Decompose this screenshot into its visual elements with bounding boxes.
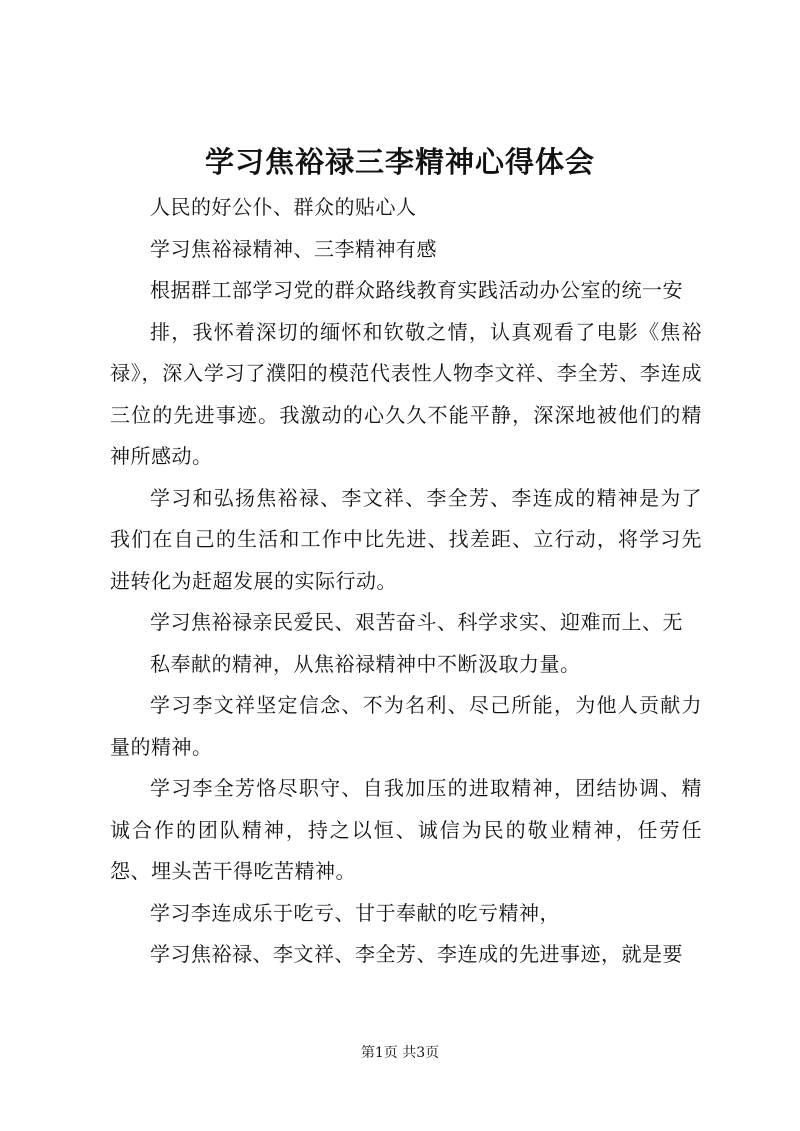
paragraph: 学习焦裕禄亲民爱民、艰苦奋斗、科学求实、迎难而上、无 [150,610,683,634]
paragraph: 学习李文祥坚定信念、不为名利、尽己所能，为他人贡献力量的精神。 [110,693,702,759]
document-body [110,187,702,976]
paragraph: 私奉献的精神，从焦裕禄精神中不断汲取力量。 [150,651,581,676]
paragraph: 学习焦裕禄精神、三李精神有感 [150,236,437,261]
paragraph: 学习李全芳恪尽职守、自我加压的进取精神，团结协调、精诚合作的团队精神，持之以恒、诚信为民的敬业精神，任劳任怨、埋头苦干得吃苦精神。 [110,776,702,883]
paragraph: 学习和弘扬焦裕禄、李文祥、李全芳、李连成的精神是为了我们在自己的生活和工作中比先进、找差距、立行动，将学习先进转化为赶超发展的实际行动。 [110,485,702,593]
paragraph: 学习李连成乐于吃亏、甘于奉献的吃亏精神， [150,900,560,925]
paragraph: 人民的好公仆、群众的贴心人 [150,195,417,219]
page-footer: 第1页 共3页 [360,1045,440,1061]
paragraph: 学习焦裕禄、李文祥、李全芳、李连成的先进事迹，就是要 [150,942,683,966]
paragraph: 排，我怀着深切的缅怀和钦敬之情，认真观看了电影《焦裕禄》，深入学习了濮阳的模范代表性人物李文祥、李全芳、李连成三位的先进事迹。我激动的心久久不能平静，深深地被他们的精神所感动。 [110,319,702,468]
paragraph: 根据群工部学习党的群众路线教育实践活动办公室的统一安 [150,278,683,302]
document-title: 学习焦裕禄三李精神心得体会 [204,145,595,179]
